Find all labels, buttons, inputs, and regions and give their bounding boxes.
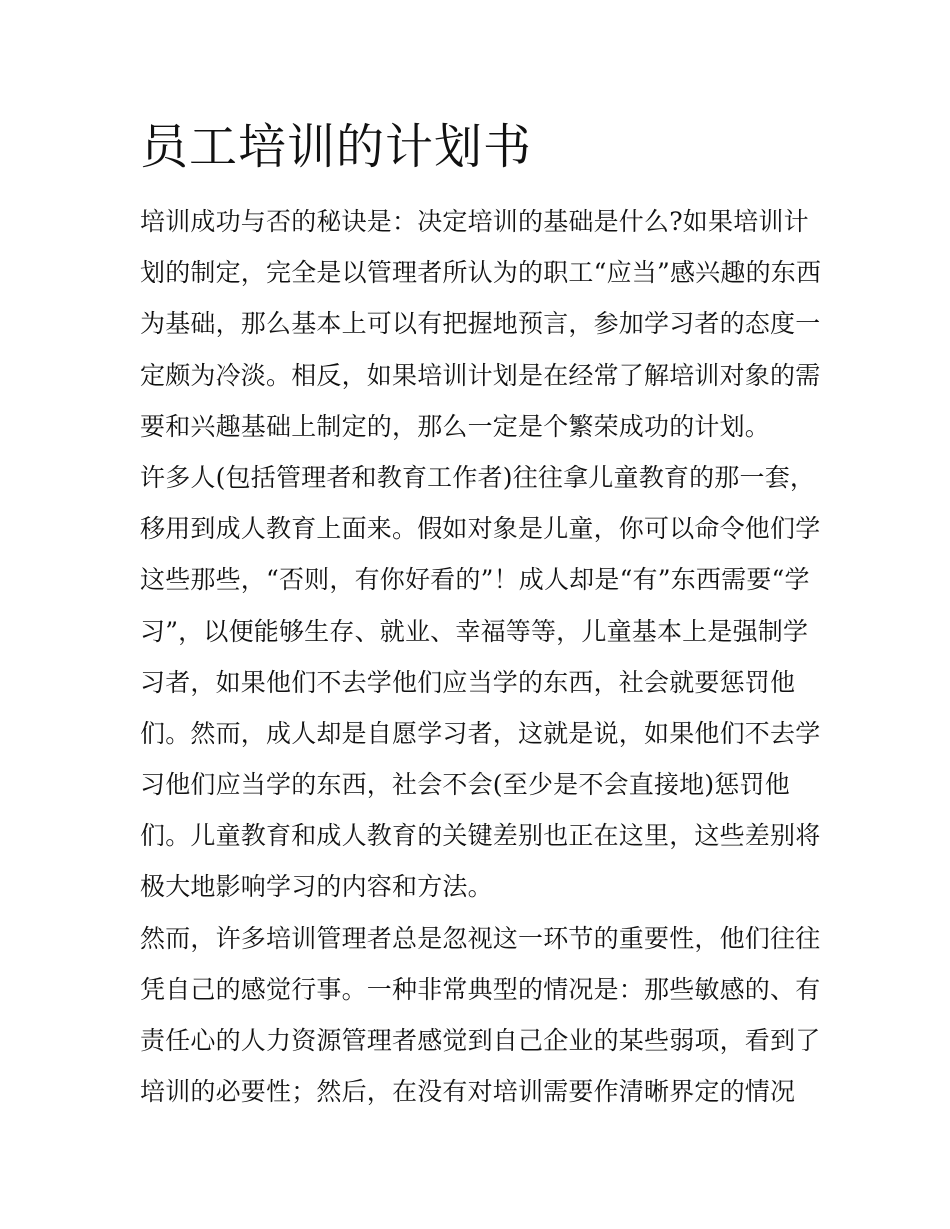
text-line: 们。儿童教育和成人教育的关键差别也正在这里，这些差别将 xyxy=(140,821,821,851)
text-line: 许多人(包括管理者和教育工作者)往往拿儿童教育的那一套， xyxy=(140,462,816,492)
text-line: 凭自己的感觉行事。一种非常典型的情况是：那些敏感的、有 xyxy=(140,974,821,1004)
document-body xyxy=(140,196,820,1117)
paragraph-1 xyxy=(140,196,820,452)
text-line: 习他们应当学的东西，社会不会(至少是不会直接地)惩罚他 xyxy=(140,770,790,800)
text-line: 然而，许多培训管理者总是忽视这一环节的重要性，他们往往 xyxy=(140,923,821,953)
text-line: 划的制定，完全是以管理者所认为的职工“应当”感兴趣的东西 xyxy=(140,258,822,288)
text-line: 培训成功与否的秘诀是：决定培训的基础是什么?如果培训计 xyxy=(140,207,809,236)
text-line: 培训的必要性；然后，在没有对培训需要作清晰界定的情况 xyxy=(140,1077,796,1107)
paragraph-2 xyxy=(140,452,820,913)
text-line: 要和兴趣基础上制定的，那么一定是个繁荣成功的计划。 xyxy=(140,411,771,441)
text-line: 极大地影响学习的内容和方法。 xyxy=(140,872,493,902)
paragraph-3 xyxy=(140,913,820,1118)
text-line: 们。然而，成人却是自愿学习者，这就是说，如果他们不去学 xyxy=(140,718,821,748)
text-line: 习者，如果他们不去学他们应当学的东西，社会就要惩罚他 xyxy=(140,667,796,697)
text-line: 为基础，那么基本上可以有把握地预言，参加学习者的态度一 xyxy=(140,309,821,339)
document-title: 员工培训的计划书 xyxy=(140,119,533,175)
text-line: 这些那些，“否则，有你好看的”！成人却是“有”东西需要“学 xyxy=(140,565,810,595)
text-line: 责任心的人力资源管理者感觉到自己企业的某些弱项，看到了 xyxy=(140,1026,821,1055)
text-line: 定颇为冷淡。相反，如果培训计划是在经常了解培训对象的需 xyxy=(140,360,821,390)
text-line: 移用到成人教育上面来。假如对象是儿童，你可以命令他们学 xyxy=(140,514,821,544)
text-line: 习”，以便能够生存、就业、幸福等等，儿童基本上是强制学 xyxy=(140,616,809,646)
